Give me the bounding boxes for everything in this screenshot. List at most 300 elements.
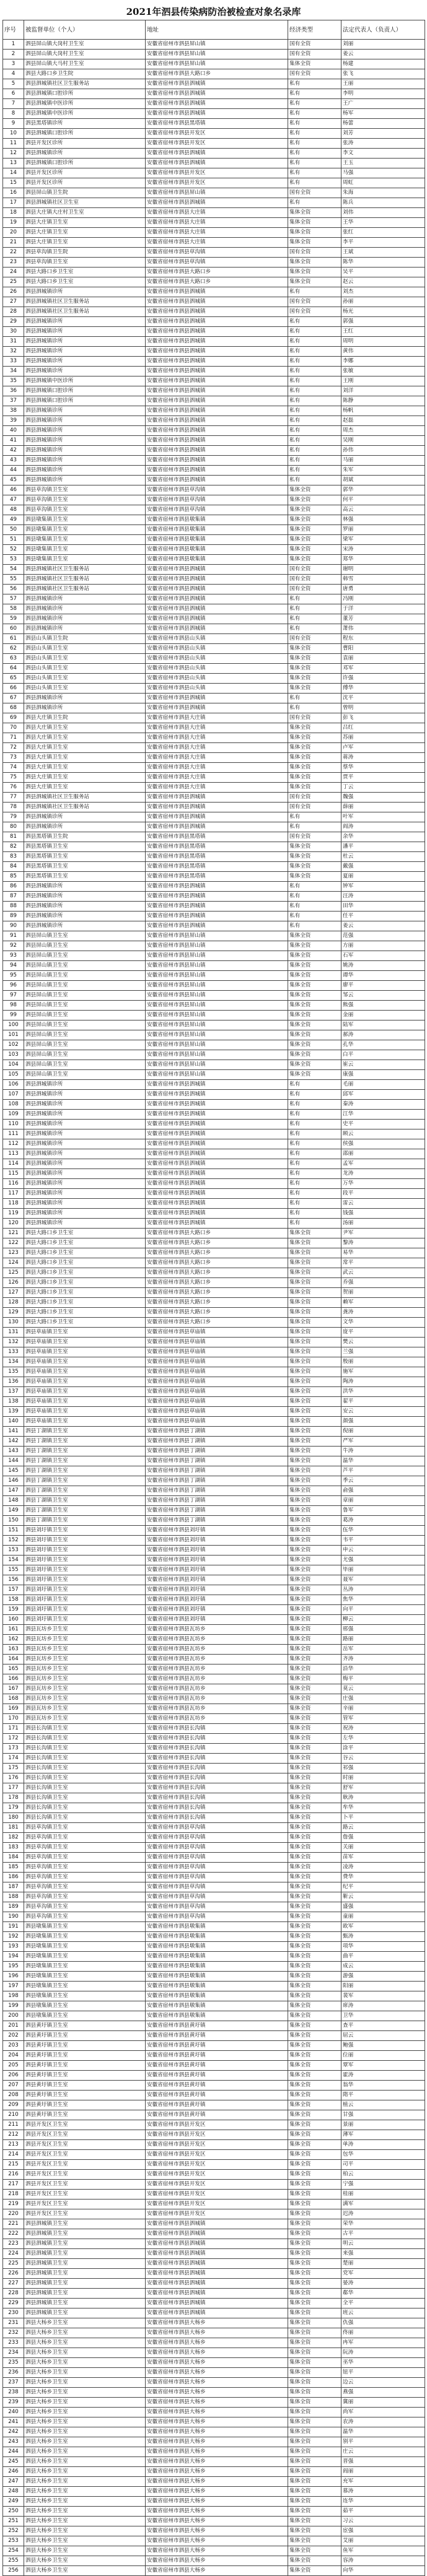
- table-row: [3, 2358, 425, 2368]
- table-row: [3, 535, 425, 545]
- table-row: [3, 149, 425, 159]
- cell-unit-name: 泗县屏山镇卫生室: [24, 961, 146, 971]
- cell-unit-name: 泗县草沟镇卫生室: [24, 1902, 146, 1912]
- cell-legal-representative: 单涛: [341, 2140, 425, 2150]
- cell-legal-representative: 于洋: [341, 604, 425, 614]
- cell-address: 安徽省宿州市泗县开发区: [146, 2190, 288, 2200]
- cell-address: 安徽省宿州市泗县黑塔镇: [146, 842, 288, 852]
- table-row: [3, 1238, 425, 1248]
- cell-index: 21: [3, 238, 24, 248]
- cell-economic-type: 集体全资: [288, 1645, 341, 1655]
- cell-index: 62: [3, 644, 24, 654]
- cell-economic-type: 集体全资: [288, 2328, 341, 2338]
- cell-legal-representative: 章丽: [341, 1496, 425, 1506]
- cell-economic-type: 私有: [288, 109, 341, 119]
- cell-index: 168: [3, 1694, 24, 1704]
- cell-address: 安徽省宿州市泗县泗城镇: [146, 109, 288, 119]
- cell-economic-type: 集体全资: [288, 1942, 341, 1952]
- cell-index: 216: [3, 2170, 24, 2180]
- cell-index: 233: [3, 2338, 24, 2348]
- cell-index: 11: [3, 139, 24, 149]
- cell-legal-representative: 宁强: [341, 2180, 425, 2190]
- cell-address: 安徽省宿州市泗县黄圩镇: [146, 2081, 288, 2091]
- cell-address: 安徽省宿州市泗县泗城镇: [146, 892, 288, 902]
- table-row: [3, 2001, 425, 2011]
- table-row: [3, 2388, 425, 2398]
- cell-economic-type: 私有: [288, 892, 341, 902]
- cell-index: 63: [3, 654, 24, 664]
- table-row: [3, 505, 425, 515]
- cell-index: 174: [3, 1754, 24, 1764]
- cell-index: 141: [3, 1427, 24, 1437]
- cell-unit-name: 泗县墩集镇卫生室: [24, 1942, 146, 1952]
- cell-index: 187: [3, 1882, 24, 1892]
- table-row: [3, 1189, 425, 1199]
- table-row: [3, 1209, 425, 1219]
- cell-address: 安徽省宿州市泗县山头镇: [146, 644, 288, 654]
- cell-economic-type: 集体全资: [288, 485, 341, 495]
- table-row: [3, 495, 425, 505]
- cell-economic-type: 集体全资: [288, 1734, 341, 1744]
- cell-legal-representative: 常平: [341, 1258, 425, 1268]
- cell-economic-type: 集体全资: [288, 1972, 341, 1982]
- cell-address: 安徽省宿州市泗县大路口乡: [146, 1258, 288, 1268]
- cell-economic-type: 集体全资: [288, 783, 341, 793]
- cell-legal-representative: 薛丽: [341, 803, 425, 812]
- cell-index: 27: [3, 297, 24, 307]
- cell-address: 安徽省宿州市泗县草庙镇: [146, 1347, 288, 1357]
- cell-legal-representative: 吴刚: [341, 436, 425, 446]
- cell-legal-representative: 孔华: [341, 1040, 425, 1050]
- cell-index: 188: [3, 1892, 24, 1902]
- cell-index: 51: [3, 535, 24, 545]
- cell-address: 安徽省宿州市泗县泗城镇: [146, 198, 288, 208]
- cell-address: 安徽省宿州市泗县黄圩镇: [146, 2071, 288, 2081]
- cell-unit-name: 泗县长沟镇卫生室: [24, 1724, 146, 1734]
- cell-index: 243: [3, 2437, 24, 2447]
- cell-unit-name: 泗县泗城镇卫生室: [24, 2239, 146, 2249]
- table-row: [3, 2318, 425, 2328]
- cell-unit-name: 泗县墩集镇卫生室: [24, 2011, 146, 2021]
- cell-unit-name: 泗县屏山镇卫生室: [24, 1050, 146, 1060]
- cell-address: 安徽省宿州市泗县泗城镇: [146, 2239, 288, 2249]
- cell-address: 安徽省宿州市泗县泗城镇: [146, 694, 288, 703]
- cell-address: 安徽省宿州市泗县长沟镇: [146, 1773, 288, 1783]
- table-row: [3, 1169, 425, 1179]
- cell-legal-representative: 佟丽: [341, 2328, 425, 2338]
- cell-unit-name: 泗县瓦坊乡卫生室: [24, 1664, 146, 1674]
- cell-legal-representative: 裴军: [341, 1991, 425, 2001]
- cell-unit-name: 泗县开发区卫生室: [24, 2150, 146, 2160]
- cell-unit-name: 泗县泗城镇诊所: [24, 1100, 146, 1110]
- cell-legal-representative: 苗军: [341, 1853, 425, 1863]
- cell-economic-type: 集体全资: [288, 1833, 341, 1843]
- cell-index: 102: [3, 1040, 24, 1050]
- cell-index: 129: [3, 1308, 24, 1318]
- cell-index: 224: [3, 2249, 24, 2259]
- cell-unit-name: 泗县黄圩镇卫生室: [24, 2081, 146, 2091]
- cell-address: 安徽省宿州市泗县泗城镇: [146, 337, 288, 347]
- cell-unit-name: 泗县黄圩镇卫生室: [24, 2061, 146, 2071]
- cell-index: 80: [3, 822, 24, 832]
- table-row: [3, 436, 425, 446]
- cell-economic-type: 集体全资: [288, 2190, 341, 2200]
- table-row: [3, 1565, 425, 1575]
- cell-unit-name: 泗县墩集镇卫生室: [24, 545, 146, 555]
- cell-address: 安徽省宿州市泗县泗城镇: [146, 1179, 288, 1189]
- cell-unit-name: 泗县开发区卫生室: [24, 2209, 146, 2219]
- cell-legal-representative: 姜云: [341, 50, 425, 59]
- cell-unit-name: 泗县丁湖镇卫生室: [24, 1447, 146, 1456]
- cell-economic-type: 集体全资: [288, 1318, 341, 1328]
- cell-unit-name: 泗县大杨乡卫生室: [24, 2497, 146, 2507]
- table-row: [3, 1902, 425, 1912]
- cell-legal-representative: 叶军: [341, 812, 425, 822]
- cell-economic-type: 集体全资: [288, 2517, 341, 2526]
- cell-index: 195: [3, 1962, 24, 1972]
- cell-economic-type: 集体全资: [288, 2358, 341, 2368]
- cell-address: 安徽省宿州市泗县开发区: [146, 178, 288, 188]
- cell-index: 73: [3, 753, 24, 763]
- cell-address: 安徽省宿州市泗县黑塔镇: [146, 852, 288, 862]
- cell-economic-type: 集体全资: [288, 981, 341, 991]
- cell-address: 安徽省宿州市泗县屏山镇: [146, 59, 288, 69]
- cell-unit-name: 泗县大庄镇大庄村卫生室: [24, 208, 146, 218]
- cell-address: 安徽省宿州市泗县墩集镇: [146, 1972, 288, 1982]
- cell-unit-name: 泗县泗城镇中医诊所: [24, 109, 146, 119]
- cell-legal-representative: 左华: [341, 1734, 425, 1744]
- cell-economic-type: 集体全资: [288, 1516, 341, 1526]
- cell-index: 137: [3, 1387, 24, 1397]
- cell-legal-representative: 谷云: [341, 1754, 425, 1764]
- table-row: [3, 1882, 425, 1892]
- cell-index: 96: [3, 981, 24, 991]
- cell-legal-representative: 纪平: [341, 1882, 425, 1892]
- cell-unit-name: 泗县泗城镇口腔诊所: [24, 159, 146, 168]
- cell-legal-representative: 康强: [341, 1070, 425, 1080]
- cell-address: 安徽省宿州市泗县大杨乡: [146, 2378, 288, 2388]
- cell-economic-type: 集体全资: [288, 2160, 341, 2170]
- cell-address: 安徽省宿州市泗县泗城镇: [146, 822, 288, 832]
- cell-address: 安徽省宿州市泗县大庄镇: [146, 753, 288, 763]
- cell-address: 安徽省宿州市泗县黑塔镇: [146, 872, 288, 882]
- cell-economic-type: 集体全资: [288, 2001, 341, 2011]
- table-row: [3, 654, 425, 664]
- table-row: [3, 2556, 425, 2566]
- cell-index: 84: [3, 862, 24, 872]
- cell-legal-representative: 卫华: [341, 2011, 425, 2021]
- cell-legal-representative: 张红: [341, 228, 425, 238]
- cell-unit-name: 泗县山头镇卫生室: [24, 684, 146, 694]
- cell-unit-name: 泗县泗城镇社区卫生服务站: [24, 803, 146, 812]
- cell-legal-representative: 毛丽: [341, 1080, 425, 1090]
- cell-economic-type: 集体全资: [288, 763, 341, 773]
- cell-unit-name: 泗县黑塔镇卫生室: [24, 842, 146, 852]
- cell-legal-representative: 霍涛: [341, 2071, 425, 2081]
- cell-index: 171: [3, 1724, 24, 1734]
- cell-unit-name: 泗县泗城镇诊所: [24, 426, 146, 436]
- cell-index: 228: [3, 2289, 24, 2299]
- cell-index: 9: [3, 119, 24, 129]
- cell-economic-type: 集体全资: [288, 2120, 341, 2130]
- cell-legal-representative: 顾云: [341, 1129, 425, 1139]
- cell-legal-representative: 沿华: [341, 1664, 425, 1674]
- cell-index: 184: [3, 1853, 24, 1863]
- cell-economic-type: 私有: [288, 604, 341, 614]
- cell-index: 50: [3, 525, 24, 535]
- cell-legal-representative: 刘伟: [341, 208, 425, 218]
- cell-index: 172: [3, 1734, 24, 1744]
- cell-economic-type: 私有: [288, 357, 341, 367]
- cell-economic-type: 集体全资: [288, 2041, 341, 2051]
- table-row: [3, 733, 425, 743]
- table-row: [3, 2299, 425, 2308]
- cell-address: 安徽省宿州市泗县丁湖镇: [146, 1486, 288, 1496]
- cell-index: 145: [3, 1466, 24, 1476]
- table-row: [3, 1714, 425, 1724]
- cell-economic-type: 集体全资: [288, 1338, 341, 1347]
- cell-index: 97: [3, 991, 24, 1001]
- cell-address: 安徽省宿州市泗县屏山镇: [146, 1011, 288, 1020]
- cell-unit-name: 泗县长沟镇卫生室: [24, 1744, 146, 1754]
- cell-address: 安徽省宿州市泗县大杨乡: [146, 2368, 288, 2378]
- cell-address: 安徽省宿州市泗县屏山镇: [146, 961, 288, 971]
- cell-economic-type: 集体全资: [288, 1437, 341, 1447]
- cell-legal-representative: 习云: [341, 2517, 425, 2526]
- cell-index: 177: [3, 1783, 24, 1793]
- cell-economic-type: 集体全资: [288, 555, 341, 565]
- cell-legal-representative: 欧军: [341, 1922, 425, 1932]
- cell-unit-name: 泗县刘圩镇卫生室: [24, 1575, 146, 1585]
- cell-address: 安徽省宿州市泗县泗城镇: [146, 347, 288, 357]
- table-row: [3, 1843, 425, 1853]
- table-row: [3, 2120, 425, 2130]
- cell-address: 安徽省宿州市泗县泗城镇: [146, 2289, 288, 2299]
- cell-unit-name: 泗县山头镇卫生室: [24, 654, 146, 664]
- cell-address: 安徽省宿州市泗县墩集镇: [146, 525, 288, 535]
- cell-economic-type: 集体全资: [288, 1952, 341, 1962]
- cell-legal-representative: 明云: [341, 2239, 425, 2249]
- cell-index: 179: [3, 1803, 24, 1813]
- cell-index: 191: [3, 1922, 24, 1932]
- table-row: [3, 1347, 425, 1357]
- cell-unit-name: 泗县泗城镇社区卫生服务站: [24, 565, 146, 575]
- table-row: [3, 2477, 425, 2487]
- cell-address: 安徽省宿州市泗县丁湖镇: [146, 1437, 288, 1447]
- cell-legal-representative: 汤丽: [341, 1219, 425, 1229]
- cell-economic-type: 集体全资: [288, 1476, 341, 1486]
- cell-index: 7: [3, 99, 24, 109]
- cell-address: 安徽省宿州市泗县黄圩镇: [146, 2061, 288, 2071]
- cell-economic-type: 集体全资: [288, 2437, 341, 2447]
- cell-address: 安徽省宿州市泗县屏山镇: [146, 1050, 288, 1060]
- cell-legal-representative: 邱军: [341, 1090, 425, 1100]
- cell-legal-representative: 兰强: [341, 1347, 425, 1357]
- table-row: [3, 2536, 425, 2546]
- cell-unit-name: 泗县泗城镇诊所: [24, 1080, 146, 1090]
- cell-unit-name: 泗县泗城镇诊所: [24, 1199, 146, 1209]
- cell-unit-name: 泗县墩集镇卫生室: [24, 1952, 146, 1962]
- cell-address: 安徽省宿州市泗县开发区: [146, 2209, 288, 2219]
- cell-index: 194: [3, 1952, 24, 1962]
- table-row: [3, 743, 425, 753]
- table-row: [3, 1526, 425, 1536]
- cell-economic-type: 私有: [288, 1090, 341, 1100]
- cell-legal-representative: 庄强: [341, 1694, 425, 1704]
- cell-economic-type: 集体全资: [288, 2497, 341, 2507]
- cell-address: 安徽省宿州市泗县泗城镇: [146, 149, 288, 159]
- cell-index: 167: [3, 1684, 24, 1694]
- table-row: [3, 2160, 425, 2170]
- cell-legal-representative: 庄云: [341, 2447, 425, 2457]
- cell-economic-type: 集体全资: [288, 1724, 341, 1734]
- cell-economic-type: 私有: [288, 912, 341, 921]
- cell-legal-representative: 刘丽: [341, 40, 425, 50]
- table-row: [3, 1417, 425, 1427]
- cell-economic-type: 集体全资: [288, 1347, 341, 1357]
- cell-economic-type: 集体全资: [288, 842, 341, 852]
- cell-address: 安徽省宿州市泗县泗城镇: [146, 436, 288, 446]
- cell-economic-type: 集体全资: [288, 1070, 341, 1080]
- cell-address: 安徽省宿州市泗县墩集镇: [146, 1991, 288, 2001]
- table-row: [3, 1863, 425, 1873]
- table-row: [3, 69, 425, 79]
- cell-economic-type: 集体全资: [288, 852, 341, 862]
- cell-unit-name: 泗县长沟镇卫生室: [24, 1764, 146, 1773]
- cell-unit-name: 泗县泗城镇卫生室: [24, 2249, 146, 2259]
- cell-unit-name: 泗县丁湖镇卫生室: [24, 1476, 146, 1486]
- cell-economic-type: 私有: [288, 902, 341, 912]
- table-row: [3, 1803, 425, 1813]
- cell-legal-representative: 阎丽: [341, 2467, 425, 2477]
- cell-address: 安徽省宿州市泗县泗城镇: [146, 1129, 288, 1139]
- cell-economic-type: 集体全资: [288, 2507, 341, 2517]
- cell-legal-representative: 巫华: [341, 2358, 425, 2368]
- cell-address: 安徽省宿州市泗县草庙镇: [146, 1328, 288, 1338]
- cell-address: 安徽省宿州市泗县大杨乡: [146, 2447, 288, 2457]
- cell-legal-representative: 贾平: [341, 773, 425, 783]
- cell-legal-representative: 芦平: [341, 1466, 425, 1476]
- cell-address: 安徽省宿州市泗县刘圩镇: [146, 1565, 288, 1575]
- cell-economic-type: 集体全资: [288, 2417, 341, 2427]
- cell-economic-type: 集体全资: [288, 1357, 341, 1367]
- cell-unit-name: 泗县大杨乡卫生室: [24, 2318, 146, 2328]
- cell-economic-type: 私有: [288, 436, 341, 446]
- cell-legal-representative: 温华: [341, 1456, 425, 1466]
- cell-index: 250: [3, 2507, 24, 2517]
- cell-index: 153: [3, 1546, 24, 1556]
- cell-address: 安徽省宿州市泗县墩集镇: [146, 555, 288, 565]
- cell-address: 安徽省宿州市泗县墩集镇: [146, 1962, 288, 1972]
- cell-index: 178: [3, 1793, 24, 1803]
- cell-unit-name: 泗县泗城镇诊所: [24, 476, 146, 485]
- table-row: [3, 1575, 425, 1585]
- cell-index: 199: [3, 2001, 24, 2011]
- cell-address: 安徽省宿州市泗县泗城镇: [146, 2299, 288, 2308]
- cell-economic-type: 私有: [288, 1080, 341, 1090]
- cell-index: 183: [3, 1843, 24, 1853]
- table-row: [3, 1278, 425, 1288]
- cell-legal-representative: 阳丽: [341, 1982, 425, 1991]
- cell-index: 16: [3, 188, 24, 198]
- table-row: [3, 1972, 425, 1982]
- table-row: [3, 1694, 425, 1704]
- cell-unit-name: 泗县大杨乡卫生室: [24, 2507, 146, 2517]
- cell-address: 安徽省宿州市泗县墩集镇: [146, 1932, 288, 1942]
- cell-unit-name: 泗县草沟镇卫生室: [24, 1843, 146, 1853]
- table-row: [3, 2308, 425, 2318]
- cell-economic-type: 集体全资: [288, 684, 341, 694]
- cell-economic-type: 私有: [288, 159, 341, 168]
- cell-index: 163: [3, 1645, 24, 1655]
- cell-unit-name: 泗县泗城镇社区卫生服务站: [24, 575, 146, 585]
- cell-economic-type: 集体全资: [288, 1565, 341, 1575]
- table-row: [3, 2517, 425, 2526]
- table-row: [3, 1942, 425, 1952]
- cell-address: 安徽省宿州市泗县屏山镇: [146, 1040, 288, 1050]
- cell-unit-name: 泗县刘圩镇卫生室: [24, 1605, 146, 1615]
- cell-index: 246: [3, 2467, 24, 2477]
- table-row: [3, 912, 425, 921]
- cell-legal-representative: 龙涛: [341, 1169, 425, 1179]
- cell-index: 149: [3, 1506, 24, 1516]
- cell-unit-name: 泗县泗城镇诊所: [24, 1169, 146, 1179]
- cell-legal-representative: 晏涛: [341, 2279, 425, 2289]
- table-row: [3, 575, 425, 585]
- cell-address: 安徽省宿州市泗县大庄镇: [146, 733, 288, 743]
- cell-legal-representative: 时丽: [341, 1773, 425, 1783]
- table-row: [3, 684, 425, 694]
- cell-unit-name: 泗县泗城镇诊所: [24, 317, 146, 327]
- cell-economic-type: 集体全资: [288, 2269, 341, 2279]
- cell-economic-type: 集体全资: [288, 664, 341, 674]
- cell-address: 安徽省宿州市泗县大路口乡: [146, 1288, 288, 1298]
- cell-unit-name: 泗县黄圩镇卫生室: [24, 2041, 146, 2051]
- table-row: [3, 119, 425, 129]
- table-row: [3, 376, 425, 386]
- cell-legal-representative: 郝涛: [341, 1030, 425, 1040]
- cell-address: 安徽省宿州市泗县屏山镇: [146, 1070, 288, 1080]
- table-row: [3, 2021, 425, 2031]
- cell-economic-type: 集体全资: [288, 1011, 341, 1020]
- cell-legal-representative: 龚涛: [341, 1308, 425, 1318]
- cell-address: 安徽省宿州市泗县草沟镇: [146, 1882, 288, 1892]
- cell-index: 198: [3, 1991, 24, 2001]
- cell-index: 230: [3, 2308, 24, 2318]
- cell-legal-representative: 靳云: [341, 1892, 425, 1902]
- cell-economic-type: 集体全资: [288, 1526, 341, 1536]
- cell-legal-representative: 杨建: [341, 59, 425, 69]
- cell-economic-type: 集体全资: [288, 238, 341, 248]
- table-row: [3, 1674, 425, 1684]
- cell-legal-representative: 鲁军: [341, 1506, 425, 1516]
- table-row: [3, 2526, 425, 2536]
- cell-unit-name: 泗县泗城镇诊所: [24, 882, 146, 892]
- cell-unit-name: 泗县开发区卫生室: [24, 2200, 146, 2209]
- table-row: [3, 585, 425, 594]
- cell-unit-name: 泗县屏山镇大岗村卫生室: [24, 40, 146, 50]
- table-row: [3, 1030, 425, 1040]
- cell-address: 安徽省宿州市泗县泗城镇: [146, 803, 288, 812]
- cell-address: 安徽省宿州市泗县大路口乡: [146, 277, 288, 287]
- cell-unit-name: 泗县屏山镇大岗村卫生室: [24, 50, 146, 59]
- cell-address: 安徽省宿州市泗县泗城镇: [146, 297, 288, 307]
- table-row: [3, 99, 425, 109]
- cell-economic-type: 集体全资: [288, 2259, 341, 2269]
- cell-index: 158: [3, 1595, 24, 1605]
- cell-address: 安徽省宿州市泗县瓦坊乡: [146, 1655, 288, 1664]
- cell-address: 安徽省宿州市泗县草沟镇: [146, 1902, 288, 1912]
